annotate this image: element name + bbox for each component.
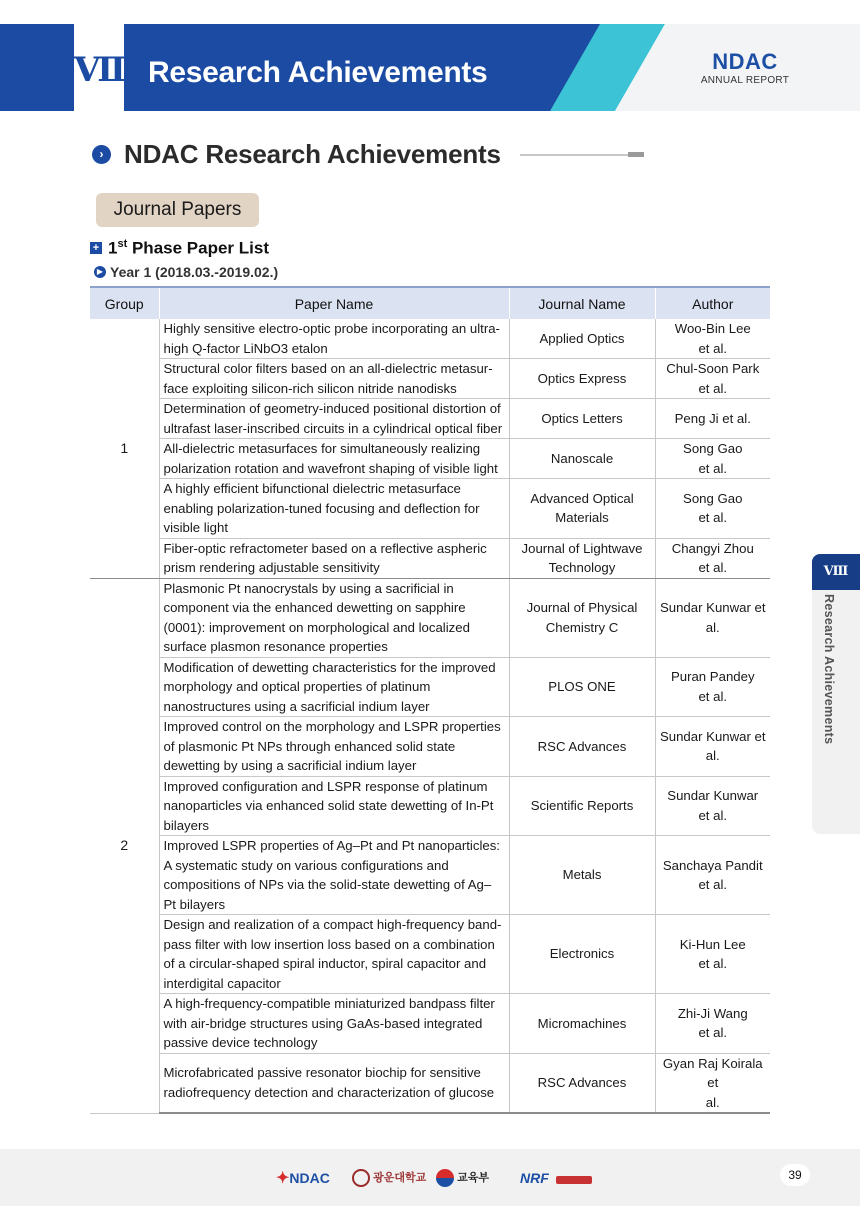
journal-name-cell — [509, 479, 655, 539]
paper-name-cell — [159, 399, 509, 439]
taegeuk-icon — [436, 1169, 454, 1187]
paper-name-cell — [159, 538, 509, 578]
paper-name-cell — [159, 915, 509, 994]
author-cell-line: et al. — [698, 510, 728, 526]
journal-name-cell-line: Nanoscale — [550, 450, 614, 466]
paper-name-cell-line: Highly sensitive electro-optic probe incorporating an ultra- — [163, 321, 500, 336]
paper-name-cell-line: Microfabricated passive resonator biochip for sensitive — [163, 1065, 481, 1081]
author-cell-line: Peng Ji et al. — [674, 410, 751, 426]
author-cell-line: Zhi-Ji Wang — [677, 1005, 748, 1021]
paper-name-cell — [159, 657, 509, 717]
paper-name-cell-line: Pt bilayers — [163, 896, 226, 912]
author-cell-line: Sundar Kunwar — [667, 788, 759, 804]
page-number: 39 — [780, 1164, 810, 1186]
journal-name-cell-line: Optics Letters — [541, 410, 623, 426]
nrf-logo: NRF — [520, 1168, 592, 1188]
journal-name-cell — [509, 836, 655, 915]
table-row — [90, 717, 770, 777]
paper-name-cell-line: bilayers — [163, 817, 209, 833]
paper-name-cell-line: A systematic study on various configurations and — [163, 857, 449, 873]
journal-name-cell — [509, 439, 655, 479]
journal-name-cell-line: PLOS ONE — [548, 679, 616, 694]
paper-name-cell-line: morphology and optical properties of platinum — [163, 679, 431, 694]
brand-block — [690, 51, 800, 86]
journal-name-cell-line: RSC Advances — [537, 1075, 627, 1090]
paper-name-cell-line: visible light — [163, 520, 229, 535]
journal-name-cell — [509, 915, 655, 994]
paper-name-cell-line: All-dielectric metasurfaces for simultaneously realizing — [163, 441, 481, 456]
author-cell — [655, 657, 770, 717]
paper-name-cell — [159, 359, 509, 399]
side-tab-label: Research Achievements — [822, 594, 836, 745]
journal-name-cell-line: Journal of Physical — [526, 600, 638, 615]
side-tab-roman: Ⅷ — [812, 554, 860, 590]
paper-name-cell-line: Plasmonic Pt nanocrystals by using a sacrificial in — [163, 580, 454, 596]
table-row — [90, 479, 770, 539]
author-cell-line: Song Gao — [683, 441, 743, 456]
play-circle-icon: ▶ — [94, 266, 106, 278]
table-row — [90, 359, 770, 399]
author-cell-line: al. — [705, 619, 720, 635]
section-divider-end — [628, 152, 644, 157]
paper-name-cell-line: Improved control on the morphology and LSPR properties — [163, 719, 501, 734]
author-cell-line: Song Gao — [683, 490, 743, 506]
paper-name-cell-line: nanoparticles via enhanced solid state dewetting of In-Pt — [163, 798, 494, 813]
journal-name-cell — [509, 657, 655, 717]
plus-square-icon: + — [90, 242, 102, 254]
author-cell-line: Chul-Soon Park — [666, 361, 760, 376]
table-header-row — [90, 287, 770, 319]
author-cell-line: Changyi Zhou — [671, 540, 754, 556]
table-row — [90, 578, 770, 657]
chevron-right-icon: › — [92, 145, 111, 164]
group-cell: 2 — [90, 578, 159, 1113]
journal-name-cell-line: Advanced Optical — [530, 490, 634, 506]
paper-name-cell-line: nanostructures using a sacrificial indium layer — [163, 698, 430, 714]
column-header-paper: Paper Name — [159, 287, 509, 319]
author-cell — [655, 578, 770, 657]
journal-name-cell — [509, 319, 655, 359]
kwangwoon-logo: 광운대학교 — [352, 1168, 426, 1188]
author-cell-line: Ki-Hun Lee — [679, 936, 746, 952]
star-icon: ✦ — [276, 1170, 290, 1187]
author-cell-line: Sundar Kunwar et — [659, 600, 766, 615]
paper-name-cell-line: component via the enhanced dewetting on sapphire — [163, 600, 466, 615]
paper-name-cell-line: A high-frequency-compatible miniaturized bandpass filter — [163, 996, 495, 1011]
side-tab — [812, 554, 860, 834]
author-cell — [655, 359, 770, 399]
journal-name-cell-line: RSC Advances — [537, 738, 627, 754]
paper-name-cell — [159, 578, 509, 657]
author-cell — [655, 319, 770, 359]
author-cell-line: Puran Pandey — [670, 669, 755, 685]
journal-name-cell — [509, 717, 655, 777]
paper-name-cell-line: radiofrequency detection and characterization of glucose — [163, 1084, 495, 1100]
paper-table — [90, 286, 770, 1114]
paper-name-cell-line: (0001): improvement on morphological and localized — [163, 619, 470, 635]
author-cell — [655, 1053, 770, 1113]
paper-name-cell-line: Improved LSPR properties of Ag–Pt and Pt nanoparticles: — [163, 838, 500, 853]
table-body — [90, 319, 770, 1113]
author-cell — [655, 479, 770, 539]
brand-name: NDAC — [712, 49, 778, 74]
chapter-roman-numeral: Ⅷ — [74, 50, 136, 90]
paper-name-cell — [159, 439, 509, 479]
paper-name-cell-line: compositions of NPs via the solid-state dewetting of Ag– — [163, 877, 492, 892]
journal-name-cell-line: Optics Express — [537, 370, 627, 386]
paper-name-cell — [159, 994, 509, 1054]
journal-name-cell-line: Applied Optics — [539, 330, 625, 346]
paper-name-cell-line: ultrafast laser-inscribed circuits in a cylindrical optical fiber — [163, 420, 503, 436]
journal-name-cell-line: Materials — [555, 510, 609, 526]
journal-name-cell — [509, 994, 655, 1054]
chapter-title: Research Achievements — [148, 56, 488, 89]
year-label: Year 1 (2018.03.-2019.02.) — [110, 264, 279, 280]
brand-subtitle: ANNUAL REPORT — [700, 75, 790, 86]
paper-name-cell-line: face exploiting silicon-rich silicon nitride nanodisks — [163, 380, 457, 396]
paper-name-cell-line: Improved configuration and LSPR response of platinum — [163, 778, 488, 794]
paper-name-cell-line: high Q-factor LiNbO3 etalon — [163, 340, 328, 356]
section-divider — [520, 154, 642, 156]
author-cell-line: al. — [705, 748, 720, 764]
paper-name-cell-line: of a circular-shaped spiral inductor, spiral capacitor and — [163, 956, 487, 971]
section-title: NDAC Research Achievements — [124, 139, 501, 169]
table-row — [90, 399, 770, 439]
paper-name-cell — [159, 479, 509, 539]
ndac-logo: ✦NDAC — [276, 1170, 330, 1187]
author-cell-line: Sundar Kunwar et — [659, 728, 766, 744]
table-row — [90, 1053, 770, 1113]
paper-name-cell-line: Modification of dewetting characteristics for the improved — [163, 659, 496, 675]
paper-name-cell-line: enabling polarization-tuned focusing and deflection for — [163, 500, 480, 516]
table-row — [90, 657, 770, 717]
paper-name-cell — [159, 776, 509, 836]
journal-name-cell-line: Metals — [562, 867, 602, 883]
journal-name-cell — [509, 359, 655, 399]
paper-name-cell-line: dewetting by using a sacrificial indium layer — [163, 758, 417, 773]
column-header-journal: Journal Name — [509, 287, 655, 319]
author-cell-line: al. — [705, 1094, 720, 1110]
author-cell-line: et al. — [698, 340, 728, 356]
journal-name-cell-line: Micromachines — [537, 1015, 627, 1031]
moe-logo: 교육부 — [436, 1168, 489, 1188]
paper-name-cell — [159, 1053, 509, 1113]
paper-name-cell — [159, 836, 509, 915]
paper-name-cell-line: pass filter with low insertion loss based on a combination — [163, 936, 495, 952]
journal-name-cell — [509, 1053, 655, 1113]
journal-name-cell-line: Scientific Reports — [530, 798, 634, 813]
column-header-author: Author — [655, 287, 770, 319]
table-row — [90, 994, 770, 1054]
paper-name-cell-line: of plasmonic Pt NPs through enhanced solid state — [163, 738, 456, 754]
author-cell — [655, 538, 770, 578]
author-cell — [655, 915, 770, 994]
author-cell-line: et al. — [698, 380, 728, 396]
column-header-group: Group — [90, 287, 159, 319]
paper-name-cell — [159, 717, 509, 777]
paper-name-cell-line: with air-bridge structures using GaAs-based integrated — [163, 1015, 483, 1031]
author-cell-line: Sanchaya Pandit — [662, 857, 763, 873]
group-cell: 1 — [90, 319, 159, 578]
author-cell — [655, 776, 770, 836]
author-cell-line: Woo-Bin Lee — [674, 321, 751, 336]
paper-name-cell — [159, 319, 509, 359]
table-row — [90, 319, 770, 359]
paper-name-cell-line: Fiber-optic refractometer based on a reflective aspheric — [163, 540, 487, 556]
journal-name-cell — [509, 578, 655, 657]
journal-name-cell — [509, 776, 655, 836]
table-row — [90, 836, 770, 915]
author-cell — [655, 994, 770, 1054]
author-cell-line: et al. — [698, 688, 728, 704]
paper-name-cell-line: A highly efficient bifunctional dielectric metasurface — [163, 481, 461, 496]
paper-name-cell-line: interdigital capacitor — [163, 975, 281, 991]
header-banner — [0, 24, 860, 111]
author-cell-line: et al. — [698, 560, 728, 575]
author-cell-line: Gyan Raj Koirala et — [662, 1055, 763, 1090]
journal-papers-tag: Journal Papers — [96, 193, 259, 227]
paper-name-cell-line: prism rendering adjustable sensitivity — [163, 560, 380, 575]
footer — [0, 1149, 860, 1206]
author-cell — [655, 717, 770, 777]
nrf-wordmark-icon — [556, 1176, 592, 1184]
table-row — [90, 439, 770, 479]
journal-name-cell — [509, 399, 655, 439]
journal-name-cell-line: Journal of Lightwave — [521, 540, 643, 556]
journal-name-cell-line: Electronics — [549, 946, 615, 962]
author-cell — [655, 439, 770, 479]
journal-name-cell — [509, 538, 655, 578]
seal-icon — [352, 1169, 370, 1187]
paper-name-cell-line: passive device technology — [163, 1035, 318, 1050]
paper-name-cell-line: Determination of geometry-induced positional distortion of — [163, 401, 501, 416]
author-cell-line: et al. — [698, 1025, 728, 1041]
author-cell — [655, 836, 770, 915]
author-cell-line: et al. — [698, 956, 728, 971]
author-cell-line: et al. — [698, 877, 728, 892]
paper-name-cell-line: polarization rotation and wavefront shaping of visible light — [163, 460, 498, 476]
table-row — [90, 538, 770, 578]
table-row — [90, 915, 770, 994]
paper-name-cell-line: Structural color filters based on an all-dielectric metasur- — [163, 361, 493, 376]
author-cell — [655, 399, 770, 439]
author-cell-line: et al. — [698, 807, 728, 823]
journal-name-cell-line: Chemistry C — [545, 619, 619, 635]
author-cell-line: et al. — [698, 460, 728, 476]
journal-name-cell-line: Technology — [548, 560, 616, 575]
paper-name-cell-line: Design and realization of a compact high-frequency band- — [163, 917, 502, 932]
phase-title: 1st Phase Paper List — [108, 238, 269, 258]
paper-name-cell-line: surface plasmon resonance properties — [163, 639, 388, 654]
table-row — [90, 776, 770, 836]
